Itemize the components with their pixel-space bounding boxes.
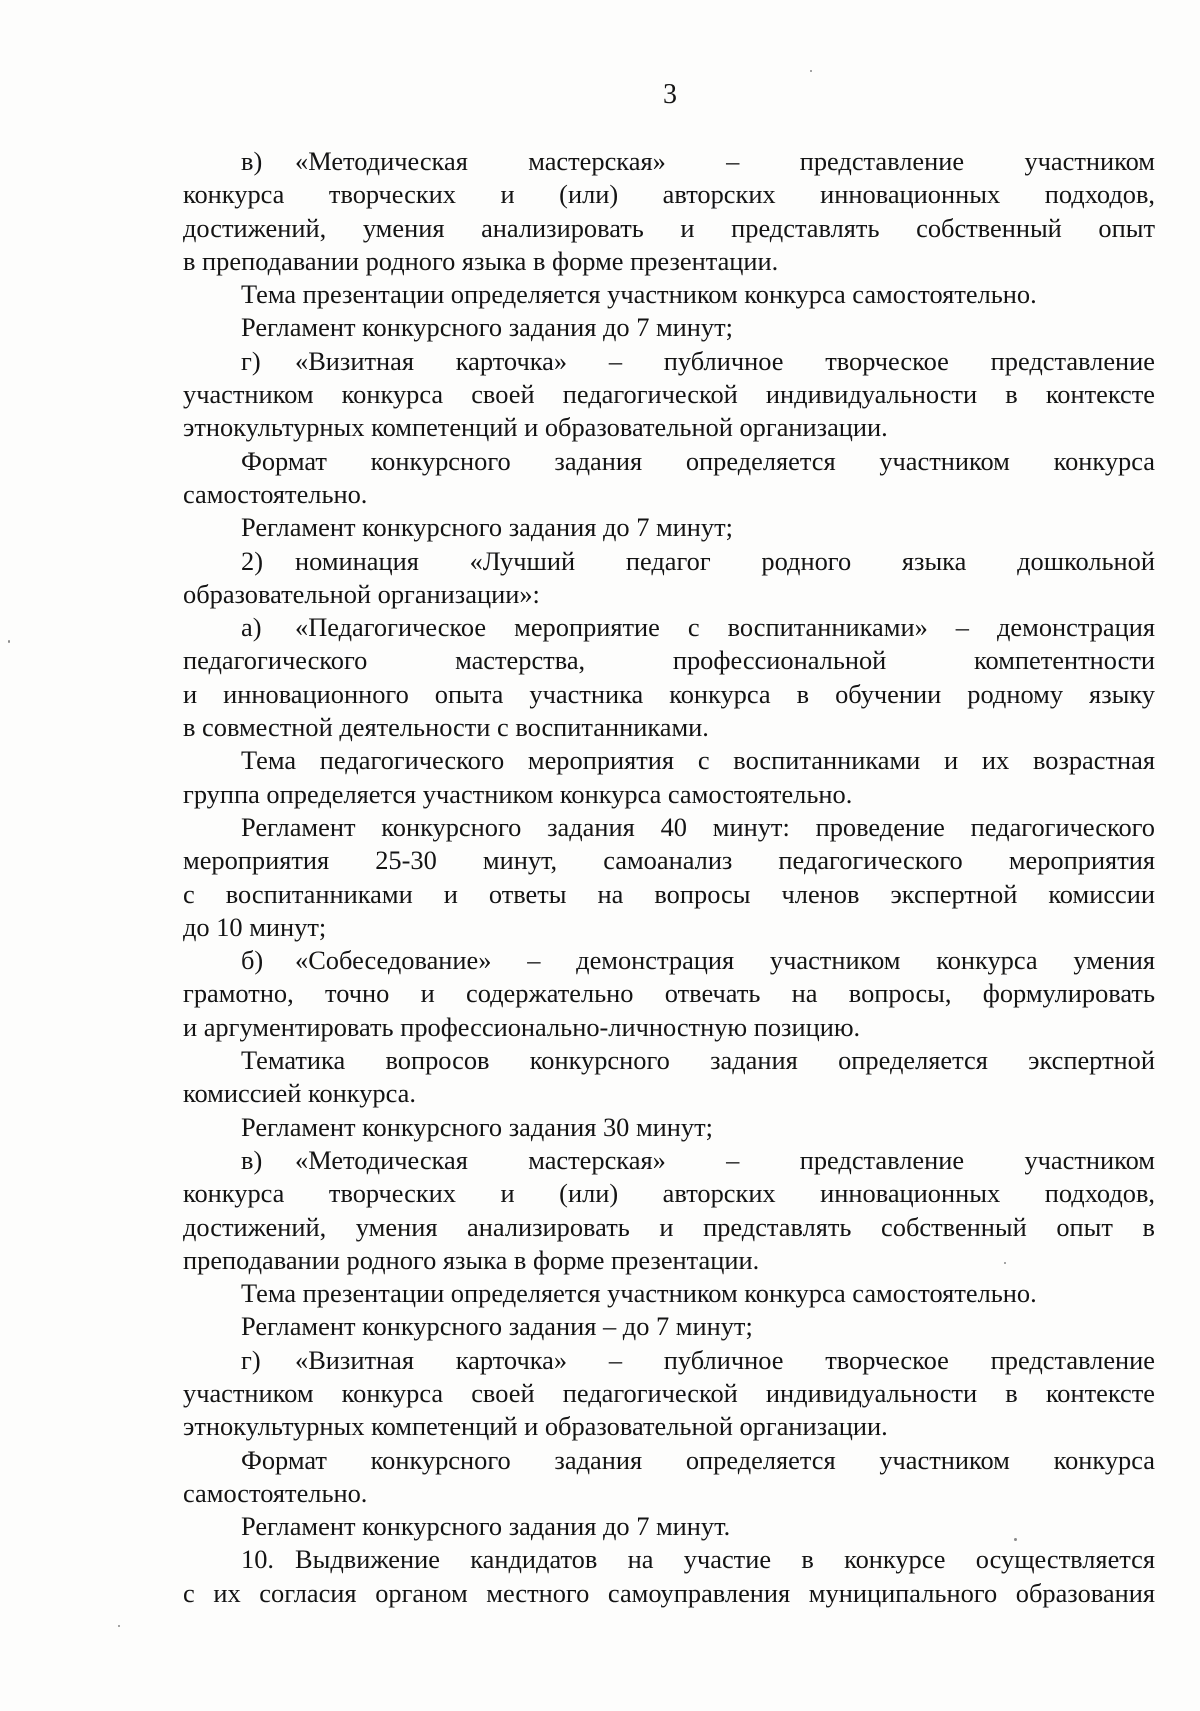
list-item-text: «Педагогическое мероприятие с воспитанниками» – демонстрация <box>295 612 1155 643</box>
text-line: с их согласия органом местного самоуправления муниципального образования <box>183 1577 1155 1608</box>
text-line: и инновационного опыта участника конкурса в обучении родному языку <box>183 678 1155 709</box>
text-line <box>183 145 1155 178</box>
text-line: Тема презентации определяется участником конкурса самостоятельно. <box>241 279 1037 310</box>
list-item-text: Выдвижение кандидатов на участие в конкурсе осуществляется <box>295 1544 1155 1575</box>
document-body <box>183 145 1155 1610</box>
text-line: с воспитанниками и ответы на вопросы членов экспертной комиссии <box>183 878 1155 909</box>
text-line: грамотно, точно и содержательно отвечать на вопросы, формулировать <box>183 978 1155 1009</box>
text-line: Формат конкурсного задания определяется участником конкурса <box>241 445 1155 476</box>
text-line: Регламент конкурсного задания 30 минут; <box>241 1111 713 1142</box>
text-line: Регламент конкурсного задания 40 минут: проведение педагогического <box>241 811 1155 842</box>
text-line: участником конкурса своей педагогической индивидуальности в контексте <box>183 379 1155 410</box>
text-line: комиссией конкурса. <box>183 1078 416 1109</box>
scan-speck <box>8 640 10 643</box>
text-line: Регламент конкурсного задания до 7 минут; <box>241 512 733 543</box>
page-number: 3 <box>663 79 677 110</box>
scan-speck <box>810 70 812 72</box>
list-item-text: «Визитная карточка» – публичное творческое представление <box>295 1344 1155 1375</box>
text-line: образовательной организации»: <box>183 578 540 609</box>
text-line: Регламент конкурсного задания до 7 минут; <box>241 312 733 343</box>
text-line: в преподавании родного языка в форме презентации. <box>183 245 779 276</box>
text-line <box>183 944 1155 977</box>
text-line <box>183 1344 1155 1377</box>
text-line <box>183 611 1155 644</box>
list-item-text: «Собеседование» – демонстрация участником конкурса умения <box>295 945 1155 976</box>
text-line: конкурса творческих и (или) авторских инновационных подходов, <box>183 179 1155 210</box>
list-marker: б) <box>241 945 264 976</box>
list-item-text: номинация «Лучший педагог родного языка дошкольной <box>295 545 1155 576</box>
text-line <box>183 345 1155 378</box>
list-marker: в) <box>241 1144 263 1175</box>
text-line: Регламент конкурсного задания – до 7 минут; <box>241 1311 753 1342</box>
text-line: Тематика вопросов конкурсного задания определяется экспертной <box>241 1045 1155 1076</box>
text-line: участником конкурса своей педагогической индивидуальности в контексте <box>183 1377 1155 1408</box>
text-line <box>183 1543 1155 1576</box>
text-line: в совместной деятельности с воспитанниками. <box>183 712 709 743</box>
scan-speck <box>1014 1538 1017 1541</box>
text-line: и аргументировать профессионально-личностную позицию. <box>183 1011 861 1042</box>
list-marker: г) <box>241 1344 261 1375</box>
text-line: до 10 минут; <box>183 911 327 942</box>
text-line: Регламент конкурсного задания до 7 минут. <box>241 1511 731 1542</box>
list-item-text: «Визитная карточка» – публичное творческое представление <box>295 345 1155 376</box>
text-line: мероприятия 25-30 минут, самоанализ педагогического мероприятия <box>183 845 1155 876</box>
list-marker: а) <box>241 612 262 643</box>
text-line: Тема презентации определяется участником конкурса самостоятельно. <box>241 1278 1037 1309</box>
text-line: самостоятельно. <box>183 1477 368 1508</box>
text-line: Формат конкурсного задания определяется участником конкурса <box>241 1444 1155 1475</box>
scan-speck <box>1004 1262 1006 1264</box>
text-line: достижений, умения анализировать и представлять собственный опыт в <box>183 1211 1155 1242</box>
text-line: самостоятельно. <box>183 478 368 509</box>
text-line: этнокультурных компетенций и образовательной организации. <box>183 412 888 443</box>
text-line: группа определяется участником конкурса самостоятельно. <box>183 778 853 809</box>
text-line <box>183 1144 1155 1177</box>
list-item-text: «Методическая мастерская» – представление участником <box>295 146 1155 176</box>
text-line <box>183 545 1155 578</box>
list-marker: г) <box>241 345 261 376</box>
text-line: Тема педагогического мероприятия с воспитанниками и их возрастная <box>241 745 1155 776</box>
list-item-text: «Методическая мастерская» – представление участником <box>295 1144 1155 1175</box>
list-marker: в) <box>241 146 263 176</box>
text-line: достижений, умения анализировать и представлять собственный опыт <box>183 212 1155 243</box>
list-marker: 2) <box>241 545 263 576</box>
text-line: этнокультурных компетенций и образовательной организации. <box>183 1411 888 1442</box>
text-line: конкурса творческих и (или) авторских инновационных подходов, <box>183 1178 1155 1209</box>
scan-speck <box>118 1625 120 1627</box>
text-line: педагогического мастерства, профессиональной компетентности <box>183 645 1155 676</box>
list-marker: 10. <box>241 1544 274 1575</box>
text-line: преподавании родного языка в форме презентации. <box>183 1244 760 1275</box>
